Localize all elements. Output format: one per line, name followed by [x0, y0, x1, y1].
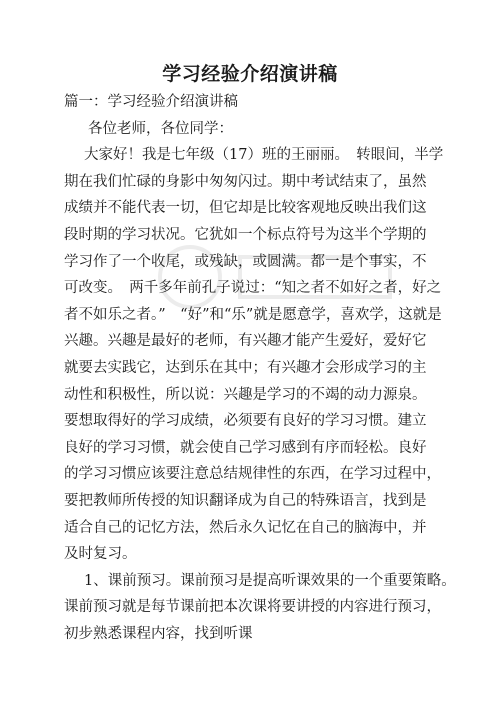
salutation: 各位老师，各位同学： [88, 120, 233, 137]
body-line: 学习作了一个收尾，或残缺，或圆满。都一是个事实，不 [64, 253, 427, 270]
body-line: 初步熟悉课程内容，找到听课 [64, 625, 253, 642]
body-line: 期在我们忙碌的身影中匆匆闪过。期中考试结束了，虽然 [64, 173, 427, 190]
body-line: 者不如乐之者。” “好”和“乐”就是愿意学，喜欢学，这就是 [64, 306, 442, 323]
body-line: 良好的学习习惯，就会使自己学习感到有序而轻松。良好 [64, 439, 427, 456]
body-line: 要想取得好的学习成绩，必须要有良好的学习习惯。建立 [64, 413, 427, 430]
section-heading: 篇一：学习经验介绍演讲稿 [64, 94, 238, 110]
body-line: 成绩并不能代表一切，但它却是比较客观地反映出我们这 [64, 200, 427, 217]
document-body [64, 89, 456, 647]
document-title: 学习经验介绍演讲稿 [162, 63, 338, 85]
body-line: 动性和积极性，所以说：兴趣是学习的不竭的动力源泉。 [64, 386, 427, 403]
body-line: 适合自己的记忆方法，然后永久记忆在自己的脑海中，并 [64, 519, 427, 536]
body-line: 段时期的学习状况。它犹如一个标点符号为这半个学期的 [64, 226, 427, 243]
body-line: 要把教师所传授的知识翻译成为自己的特殊语言，找到是 [64, 492, 427, 509]
body-line: 就要去实践它，达到乐在其中；有兴趣才会形成学习的主 [64, 359, 427, 376]
body-line: 可改变。 两千多年前孔子说过：“知之者不如好之者，好之 [64, 280, 442, 297]
body-line: 的学习习惯应该要注意总结规律性的东西，在学习过程中， [64, 466, 441, 483]
body-line: 兴趣。兴趣是最好的老师，有兴趣才能产生爱好，爱好它 [64, 333, 427, 350]
body-line: 及时复习。 [64, 546, 137, 563]
body-line: 1、课前预习。课前预习是提高听课效果的一个重要策略。 [84, 572, 456, 589]
body-line: 大家好！我是七年级（17）班的王丽丽。 转眼间，半学 [84, 147, 444, 164]
body-line: 课前预习就是每节课前把本次课将要讲授的内容进行预习， [64, 599, 441, 616]
